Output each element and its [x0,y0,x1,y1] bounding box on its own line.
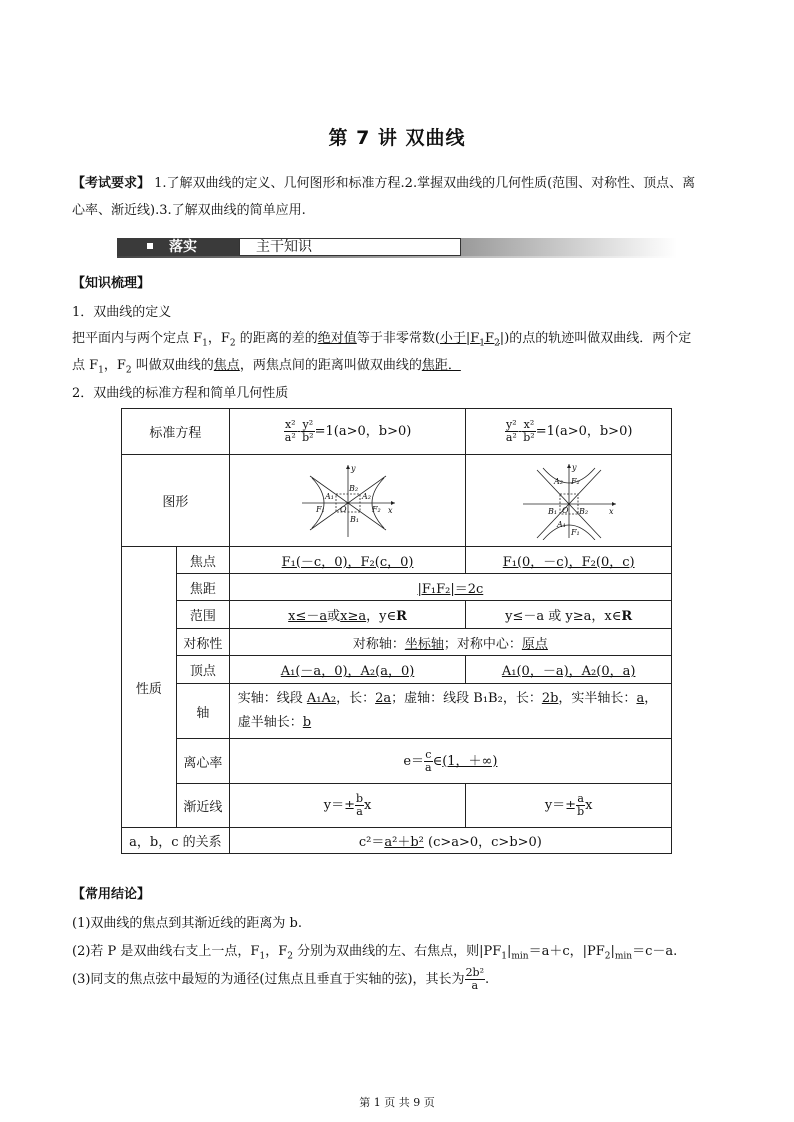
sym-value: 对称轴：坐标轴；对称中心：原点 [229,629,671,656]
row-axis [122,684,672,739]
banner-rule [117,256,677,258]
def-underline-abs: 绝对值 [317,331,357,346]
svg-text:y: y [350,463,356,473]
def-underline-focus: 焦点 [213,358,240,373]
fig-vertical-cell [466,455,672,547]
standard-heading: 2．双曲线的标准方程和简单几何性质 [72,386,289,401]
rel-label: a，b，c 的关系 [122,828,230,854]
def-text-1d: 等于非零常数( [356,331,440,346]
row-eccentricity [122,739,672,784]
section-banner [117,236,677,258]
sub: 2 [125,365,132,376]
vertex-vertical: A₁(0，－a)，A₂(0，a) [466,656,672,684]
def-text-1b: ，F [207,331,230,346]
row-symmetry [122,629,672,656]
banner-dark [117,238,239,256]
vertex-label: 顶点 [176,656,229,684]
svg-text:A₂: A₂ [553,476,563,486]
svg-text:B₁: B₁ [349,514,359,524]
sym-label: 对称性 [176,629,229,656]
svg-text:A₂: A₂ [361,491,371,501]
hyperbola-vertical-figure [519,462,619,540]
svg-text:x: x [387,505,393,515]
row-figure [122,455,672,547]
svg-text:F₁: F₁ [570,527,580,537]
def-text-2c: 叫做双曲线的 [131,358,214,373]
def-text-2d: ，两焦点间的距离叫做双曲线的 [239,358,422,373]
page-footer: 第 1 页 共 9 页 [359,1096,435,1109]
row-vertex [122,656,672,684]
conclusion-3: (3)同支的焦点弦中最短的为通径(过焦点且垂直于实轴的弦)，其长为 $\frac{\text{2b²}}{a}$ . [72,966,490,992]
definition-text [72,325,732,379]
row-asymptote [122,784,672,828]
def-underline-less: 小于$|F_1F_2|$ [439,331,505,349]
svg-text:O: O [339,504,347,514]
exam-requirements [72,170,732,224]
svg-text:O: O [561,505,569,515]
svg-text:F₁: F₁ [315,504,325,514]
fd-label: 焦距 [176,574,229,601]
asym-label: 渐近线 [176,784,229,828]
focus-horizontal: F₁(－c，0)，F₂(c，0) [229,547,466,574]
def-text-1e: )的点的轨迹叫做双曲线．两个定 [504,331,692,346]
asym-vertical: y＝± $\frac{a}{b}$ x [466,784,672,828]
def-text-2a: 点 F [72,358,99,373]
svg-text:F₂: F₂ [570,476,580,486]
page-title: 第 7 讲 双曲线 [328,127,466,149]
conclusions-label [72,881,732,908]
exam-req-label: 【考试要求】 [72,176,151,191]
sub: 1 [98,365,104,376]
conclusion-2: (2)若 P 是双曲线右支上一点，$F_1$，$F_2$ 分别为双曲线的左、右焦点，则$|PF_1|_{min}=a+c$，$|PF_2|_{min}=c-a$. [72,944,678,962]
svg-text:B₂: B₂ [578,506,588,516]
vertex-horizontal: A₁(－a，0)，A₂(a，0) [229,656,466,684]
fig-horizontal-cell [229,455,466,547]
asym-horizontal: y＝± $\frac{b}{a}$ x [229,784,466,828]
def-text-2b: ，F [103,358,126,373]
fig-label: 图形 [122,455,230,547]
def-text-1c: 的距离的差的 [235,331,318,346]
svg-text:x: x [608,506,614,516]
banner-light: 主干知识 [239,238,461,256]
row-focal-distance [122,574,672,601]
exam-req-line1: 1.了解双曲线的定义、几何图形和标准方程.2.掌握双曲线的几何性质(范围、对称性、顶点、离 [150,176,696,191]
axis-label: 轴 [176,684,229,739]
row-equation [122,409,672,455]
svg-text:y: y [571,462,577,472]
properties-table [121,408,672,854]
rel-value: c²＝a²＋b² (c>a>0，c>b>0) [229,828,671,854]
svg-text:A₁: A₁ [324,491,334,501]
range-vertical: y≤－a 或 y≥a，x∈R [466,601,672,629]
range-horizontal: x≤－a或x≥a，y∈R [229,601,466,629]
axis-value: 实轴：线段 A₁A₂，长：2a；虚轴：线段 B₁B₂，长：2b，实半轴长：a， 虚半轴长：b [229,684,671,739]
eq-label: 标准方程 [122,409,230,455]
ecc-label: 离心率 [176,739,229,784]
eq-vertical: $\frac{\text{y²}}{\text{a²}}$ - $\frac{\text{x²}}{\text{b²}}$ =1(a>0，b>0) [466,409,672,455]
svg-text:F₂: F₂ [371,504,381,514]
square-icon [147,243,153,249]
sub: 1 [202,338,208,349]
focus-label: 焦点 [176,547,229,574]
row-range [122,601,672,629]
knowledge-label [72,270,732,297]
conclusions-label-text: 【常用结论】 [72,887,151,902]
def-text-1a: 把平面内与两个定点 F [72,331,203,346]
row-focus [122,547,672,574]
svg-text:B₂: B₂ [348,483,358,493]
banner-dark-text: 落实 [169,239,197,255]
focus-vertical: F₁(0，－c)，F₂(0，c) [466,547,672,574]
row-relation [122,828,672,854]
definition-heading: 1．双曲线的定义 [72,305,172,320]
def-underline-focal-dist: 焦距． [421,358,461,373]
sub: 2 [229,338,236,349]
fd-value: |F₁F₂|＝2c [229,574,671,601]
banner-fade [461,238,677,256]
props-label: 性质 [122,547,177,828]
knowledge-label-text: 【知识梳理】 [72,276,151,291]
exam-req-line2: 心率、渐近线).3.了解双曲线的简单应用. [72,203,306,218]
hyperbola-horizontal-figure [298,462,398,540]
ecc-value: e＝ $\frac{c}{a}$ ∈(1，＋∞) [229,739,671,784]
range-label: 范围 [176,601,229,629]
svg-text:A₁: A₁ [556,519,566,529]
svg-text:B₁: B₁ [547,506,557,516]
conclusion-1: (1)双曲线的焦点到其渐近线的距离为 b. [72,916,303,931]
eq-horizontal: $\frac{\text{x²}}{\text{a²}}$ - $\frac{\text{y²}}{\text{b²}}$ =1(a>0，b>0) [229,409,466,455]
